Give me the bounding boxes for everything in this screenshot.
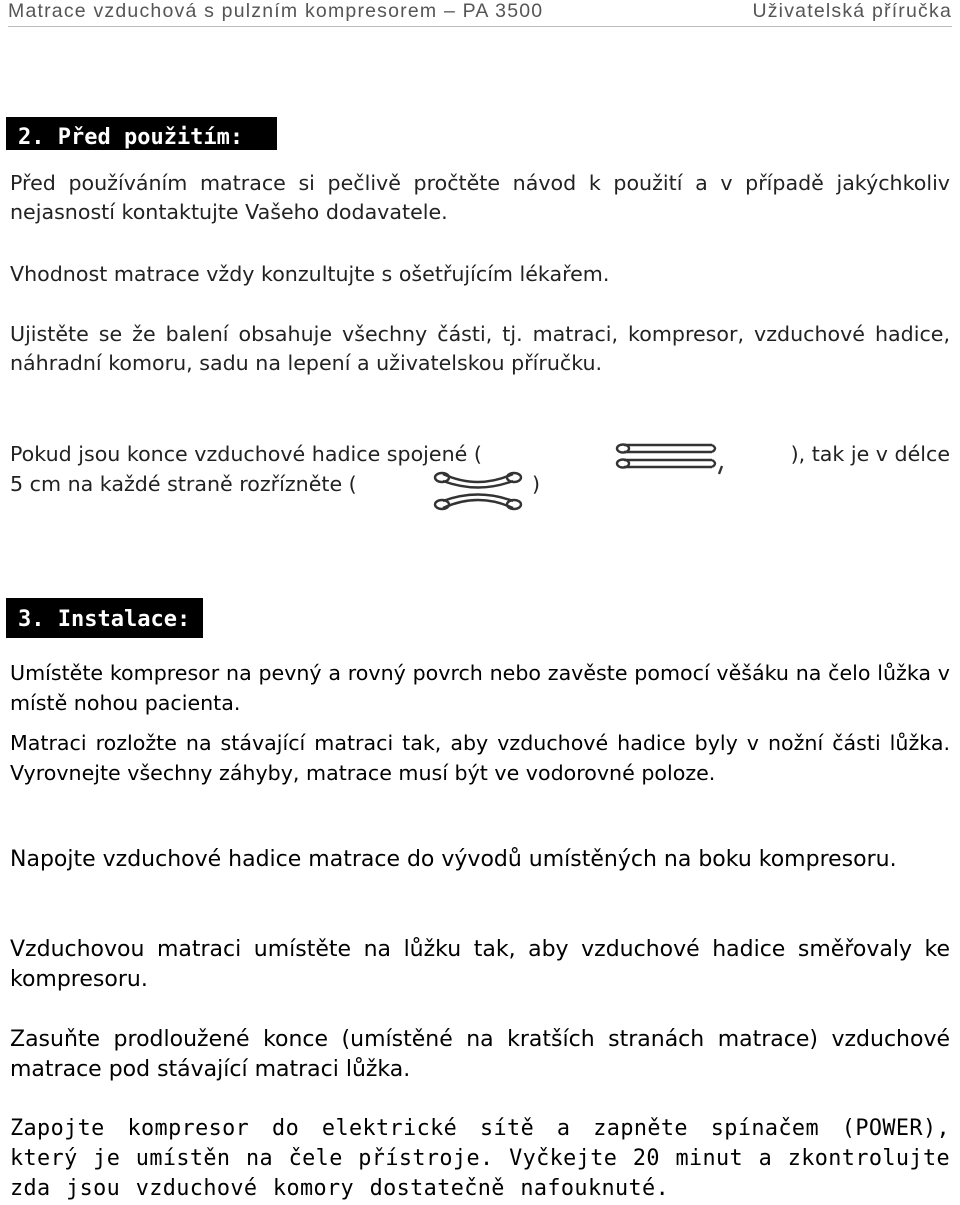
page-header <box>8 0 952 27</box>
paragraph-spread-mattress: Matraci rozložte na stávající matraci tak, aby vzduchové hadice byly v nožní části lůžka. Vyrovnejte všechny záhyby, matrace musí být ve vodorovné poloze. <box>10 731 950 785</box>
hose-note-text-4: ) <box>532 472 541 496</box>
hose-note-text-1: Pokud jsou konce vzduchové hadice spojené ( <box>10 442 482 466</box>
paragraph-tuck-ends: Zasuňte prodloužené konce (umístěné na kratších stranách matrace) vzduchové matrace pod stávající matraci lůžka. <box>10 1027 950 1082</box>
hose-note-text-3: 5 cm na každé straně rozřízněte ( <box>10 472 357 496</box>
section-heading-before-use: 2. Před použitím: <box>6 117 277 150</box>
paragraph-power-on: Zapojte kompresor do elektrické sítě a zapněte spínačem (POWER), který je umístěn na čele přístroje. Vyčkejte 20 minut a zkontrolujte zda jsou vzduchové komory dostatečně nafouknuté. <box>10 1116 950 1201</box>
document-title: Matrace vzduchová s pulzním kompresorem – PA 3500 <box>8 0 544 22</box>
paragraph-position-mattress: Vzduchovou matraci umístěte na lůžku tak, aby vzduchové hadice směřovaly ke kompresoru. <box>10 937 950 992</box>
hose-cut-icon <box>428 468 528 518</box>
section-heading-installation: 3. Instalace: <box>6 598 203 638</box>
hose-note-text-2: ), tak je v délce <box>790 442 950 466</box>
paragraph-connect-hoses: Napojte vzduchové hadice matrace do vývodů umístěných na boku kompresoru. <box>10 847 897 872</box>
paragraph-place-compressor: Umístěte kompresor na pevný a rovný povrch nebo zavěste pomocí věšáku na čelo lůžka v místě nohou pacienta. <box>10 661 950 715</box>
paragraph-consult-doctor: Vhodnost matrace vždy konzultujte s ošetřujícím lékařem. <box>10 262 610 286</box>
paragraph-package-contents: Ujistěte se že balení obsahuje všechny části, tj. matraci, kompresor, vzduchové hadice, náhradní komoru, sadu na lepení a uživatelskou příručku. <box>10 322 950 375</box>
paragraph-read-manual: Před používáním matrace si pečlivě pročtěte návod k použití a v případě jakýchkoliv nejasností kontaktujte Vašeho dodavatele. <box>10 171 950 224</box>
document-type: Uživatelská příručka <box>752 0 952 22</box>
hose-connected-icon <box>612 440 727 482</box>
